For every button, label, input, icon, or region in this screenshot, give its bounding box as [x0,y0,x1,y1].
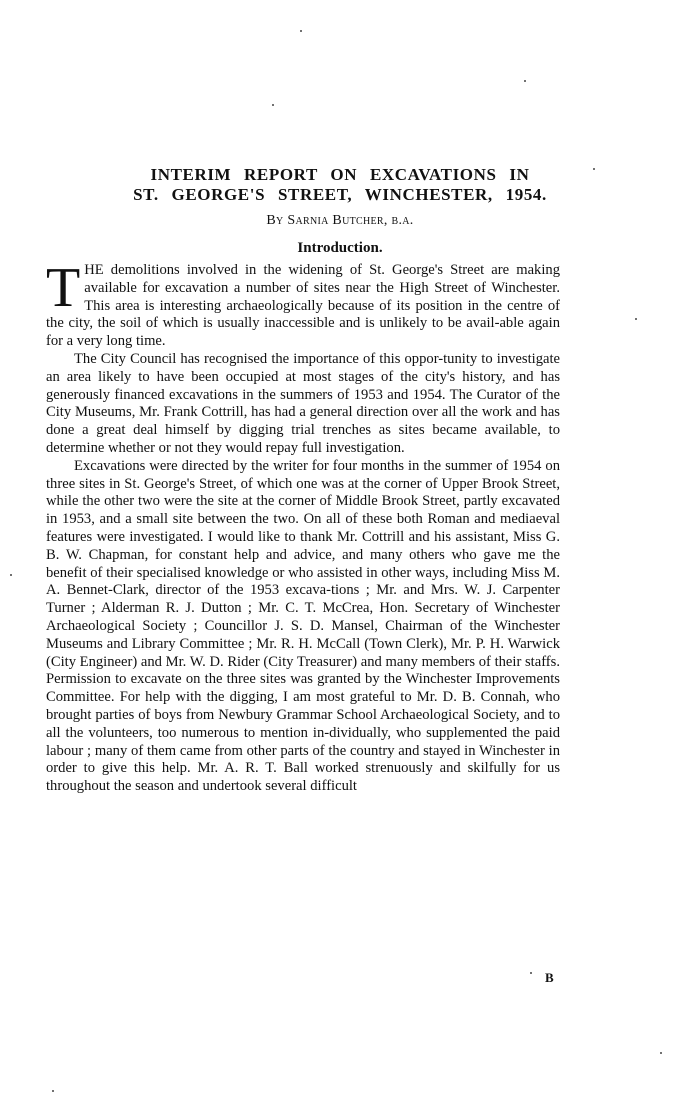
scan-speck [10,574,12,576]
section-heading-introduction: Introduction. [297,240,383,256]
scan-speck [272,104,274,106]
drop-cap-continuation: HE [84,262,104,278]
scan-speck [300,30,302,32]
paragraph-1 [46,257,560,351]
report-title-line-1: INTERIM REPORT ON EXCAVATIONS IN [150,165,530,184]
scan-speck [635,318,637,320]
drop-cap: T [46,257,81,319]
paragraph-3: Excavations were directed by the writer for four months in the summer of 1954 on three sites in St. George's Street, of which one was at the corner of Upper Brook Street, while the other two were the site at the corner of Middle Brook Street, partly excavated in 1953, and a small site between the two. On all of these both Roman and mediaeval features were investigated. I would like to thank Mr. Cottrill and his assistant, Miss G. B. W. Chapman, for constant help and advice, and many others who gave me the benefit of their specialised knowledge or who assisted in other ways, including Miss M. A. Bennet-Clark, director of the 1953 excava-tions ; Mr. and Mrs. W. J. Carpenter Turner ; Alderman R. J. Dutton ; Mr. C. T. McCrea, Hon. Secretary of Winchester Archaeological Society ; Councillor J. S. D. Mansel, Chairman of the Winchester Museums and Library Committee ; Mr. R. H. McCall (Town Clerk), Mr. P. H. Warwick (City Engineer) and Mr. W. D. Rider (City Treasurer) and many members of their staffs. Permission to excavate on the three sites was granted by the Winchester Improvements Committee. For help with the digging, I am most grateful to Mr. D. B. Connah, who brought parties of boys from Newbury Grammar School Archaeological Society, and to all the volunteers, too numerous to mention in-dividually, who supplemented the paid labour ; many of them came from other parts of the country and stayed in Winchester in order to give this help. Mr. A. R. T. Ball worked strenuously and skilfully for us throughout the season and undertook several difficult [46,457,560,795]
signature-mark: B [545,970,554,985]
scan-speck [660,1052,662,1054]
paragraph-2: The City Council has recognised the importance of this oppor-tunity to investigate an area likely to have been occupied at most stages of the city's history, and has generously financed excavations in the summers of 1953 and 1954. The Curator of the City Museums, Mr. Frank Cottrill, has had a general direction over all the work and has done a great deal himself by digging trial trenches as sites became available, to determine whether or not they would repay full investigation. [46,350,560,456]
scan-speck [530,972,532,974]
paragraph-1-text: demolitions involved in the widening of St. George's Street are making available for excavation a number of sites near the High Street of Winchester. This area is interesting archaeologically because of its position in the centre of the city, the soil of which is usually inaccessible and is unlikely to be avail-able again for a very long time. [46,262,560,350]
scan-speck [52,1090,54,1092]
report-title-line-2: ST. GEORGE'S STREET, WINCHESTER, 1954. [133,185,547,204]
scan-speck [593,168,595,170]
body-text [46,257,560,796]
author-byline: By Sarnia Butcher, b.a. [266,213,414,228]
scan-speck [524,80,526,82]
